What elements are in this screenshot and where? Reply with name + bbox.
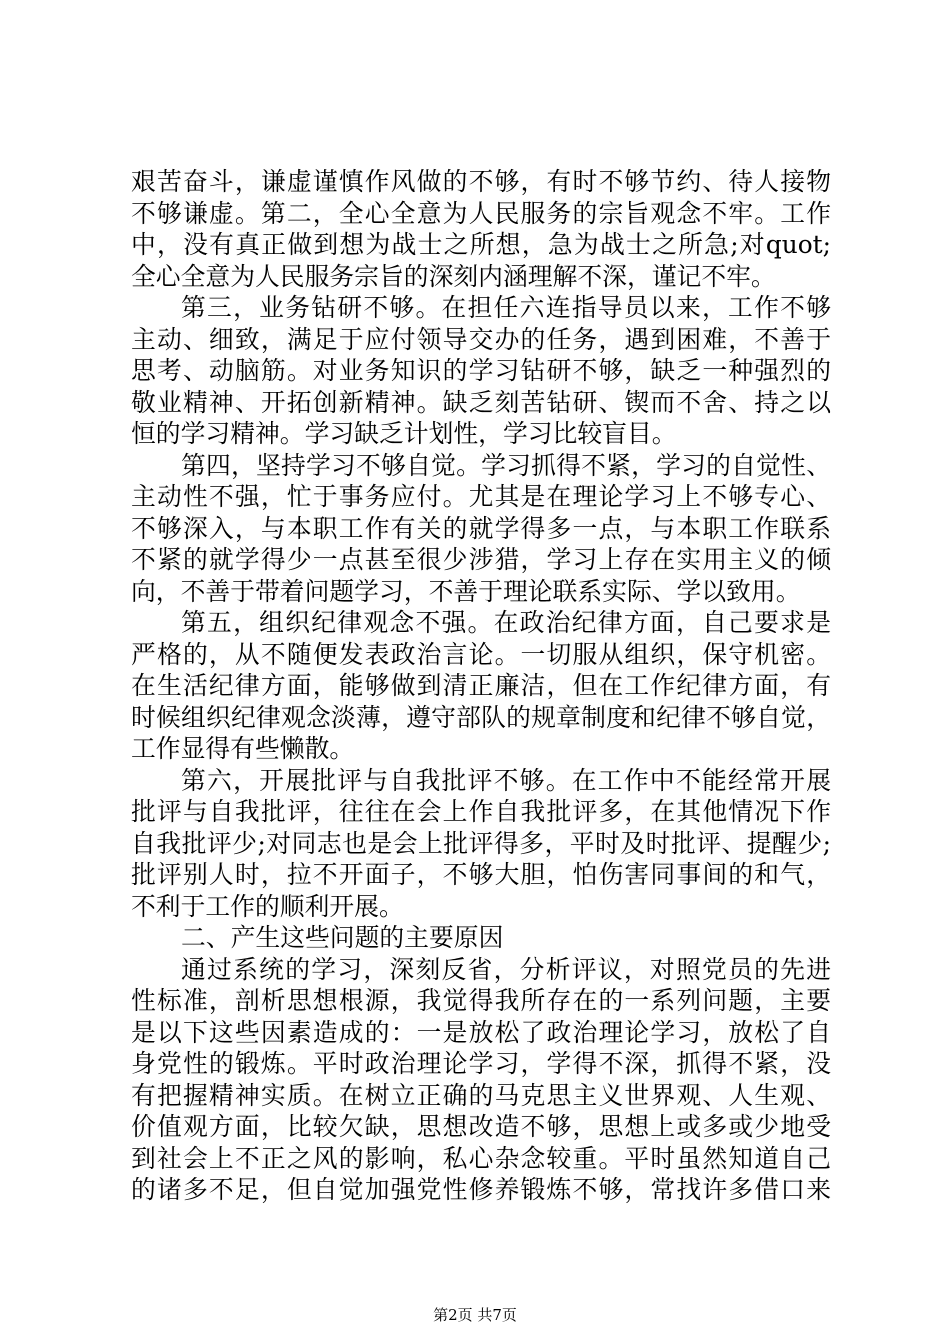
text-line: 批评与自我批评，往往在会上作自我批评多，在其他情况下作 [131,797,831,826]
text-line: 恒的学习精神。学习缺乏计划性，学习比较盲目。 [131,419,677,448]
text-line: 自我批评少;对同志也是会上批评得多，平时及时批评、提醒少; [131,828,831,858]
page-number-label: 第2页 共7页 [433,1306,517,1324]
text-line: 在生活纪律方面，能够做到清正廉洁，但在工作纪律方面，有 [131,671,831,700]
text-line: 艰苦奋斗，谦虚谨慎作风做的不够，有时不够节约、待人接物 [131,167,831,196]
text-line: 工作显得有些懒散。 [131,734,355,763]
text-line: 第五，组织纪律观念不强。在政治纪律方面，自己要求是 [181,608,831,637]
text-line: 不利于工作的顺利开展。 [131,891,404,921]
text-line: 向，不善于带着问题学习，不善于理论联系实际、学以致用。 [131,576,801,606]
text-line: 到社会上不正之风的影响，私心杂念较重。平时虽然知道自己 [131,1143,831,1173]
text-line: 主动、细致，满足于应付领导交办的任务，遇到困难，不善于 [131,324,831,354]
text-line: 全心全意为人民服务宗旨的深刻内涵理解不深，谨记不牢。 [131,261,776,291]
text-line: 通过系统的学习，深刻反省，分析评议，对照党员的先进 [181,954,831,984]
text-line: 中，没有真正做到想为战士之所想，急为战士之所急;对quot; [131,230,831,259]
text-line: 第四，坚持学习不够自觉。学习抓得不紧，学习的自觉性、 [181,450,831,480]
text-line: 第三，业务钻研不够。在担任六连指导员以来，工作不够 [181,293,831,322]
text-line: 二、产生这些问题的主要原因 [181,923,504,952]
text-line: 性标准，剖析思想根源，我觉得我所存在的一系列问题，主要 [131,986,831,1015]
text-line: 身党性的锻炼。平时政治理论学习，学得不深，抓得不紧，没 [131,1049,831,1078]
text-line: 价值观方面，比较欠缺，思想改造不够，思想上或多或少地受 [131,1112,831,1141]
text-line: 敬业精神、开拓创新精神。缺乏刻苦钻研、锲而不舍、持之以 [131,387,831,417]
text-line: 不紧的就学得少一点甚至很少涉猎，学习上存在实用主义的倾 [131,545,831,574]
text-line: 批评别人时，拉不开面子，不够大胆，怕伤害同事间的和气， [131,860,831,889]
text-line: 时候组织纪律观念淡薄，遵守部队的规章制度和纪律不够自觉， [131,702,831,732]
text-line: 思考、动脑筋。对业务知识的学习钻研不够，缺乏一种强烈的 [131,356,831,385]
text-line: 严格的，从不随便发表政治言论。一切服从组织，保守机密。 [131,639,831,669]
document-body [131,166,831,1206]
page-footer [0,1304,950,1325]
text-line: 第六，开展批评与自我批评不够。在工作中不能经常开展 [181,765,831,795]
text-line: 不够谦虚。第二，全心全意为人民服务的宗旨观念不牢。工作 [131,198,831,228]
text-line: 主动性不强，忙于事务应付。尤其是在理论学习上不够专心、 [131,482,831,511]
text-line: 不够深入，与本职工作有关的就学得多一点，与本职工作联系 [131,513,831,543]
text-line: 有把握精神实质。在树立正确的马克思主义世界观、人生观、 [131,1080,831,1110]
text-line: 是以下这些因素造成的：一是放松了政治理论学习，放松了自 [131,1017,831,1047]
text-line: 的诸多不足，但自觉加强党性修养锻炼不够，常找许多借口来 [131,1175,831,1204]
